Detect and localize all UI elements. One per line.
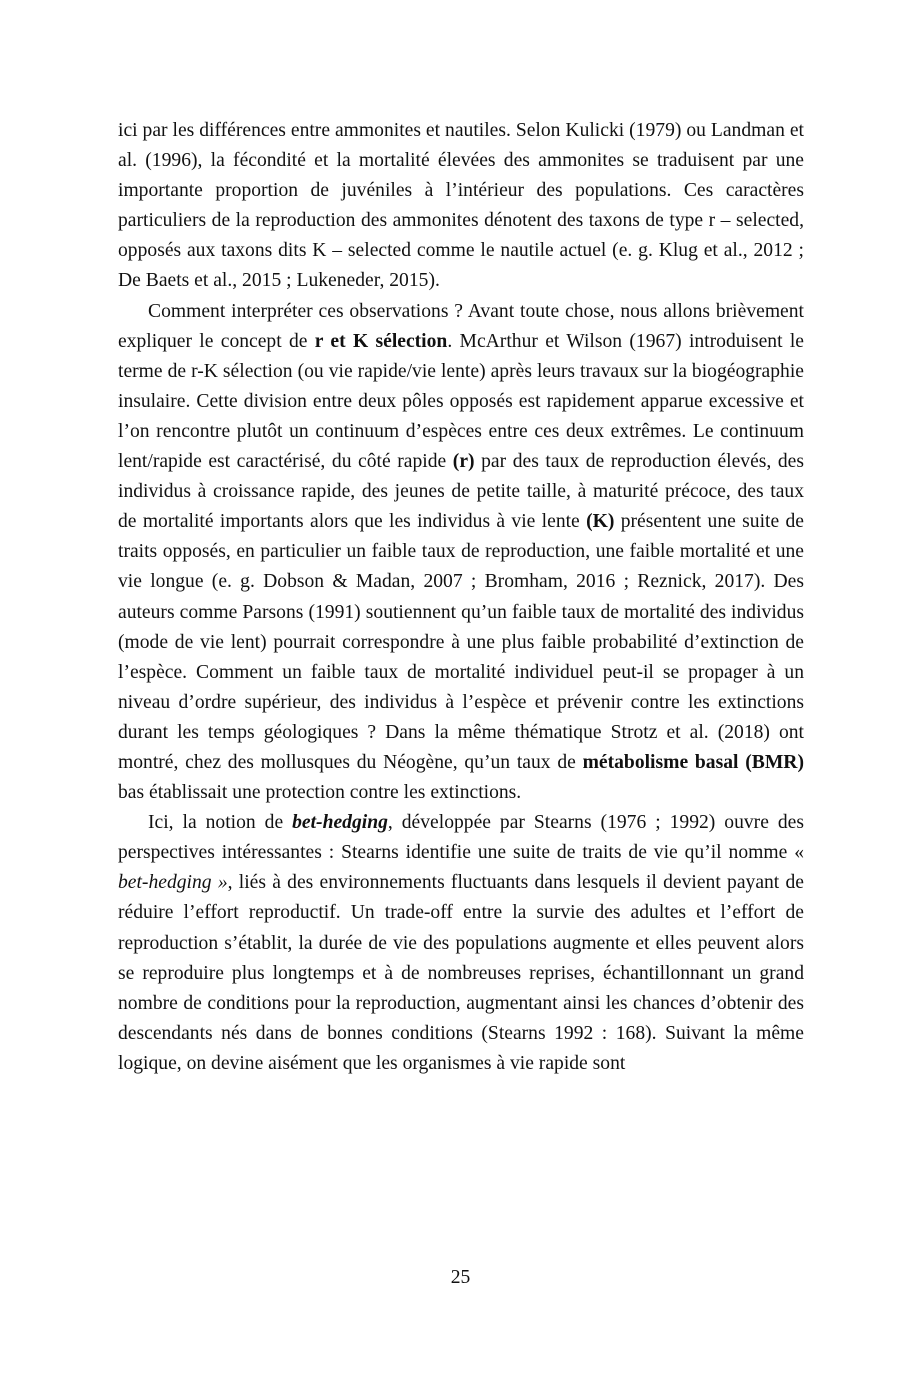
page-number: 25 bbox=[450, 1267, 471, 1288]
paragraph-3-text-b: , développée par Stearns (1976 ; 1992) ouvre des perspectives intéressantes : Stearns identifie une suite de traits de vie qu’il nomme « bbox=[118, 812, 804, 864]
paragraph-2 bbox=[118, 297, 804, 809]
term-k: (K) bbox=[586, 511, 615, 533]
paragraph-1-text: ici par les différences entre ammonites et nautiles. Selon Kulicki (1979) ou Landman et al. (1996), la fécondité et la mortalité élevées des ammonites se traduisent par une importante proportion de juvéniles à l’intérieur des populations. Ces caractères particuliers de la reproduction des ammonites dénotent des taxons de type r – selected, opposés aux taxons dits K – selected comme le nautile actuel (e. g. Klug et al., 2012 ; De Baets et al., 2015 ; Lukeneder, 2015). bbox=[118, 120, 804, 292]
term-bet-hedging-italic: bet-hedging bbox=[292, 812, 388, 834]
paragraph-3 bbox=[118, 808, 804, 1079]
paragraph-2-text-a: Comment interpréter ces observations ? Avant toute chose, nous allons brièvement expliquer le concept de bbox=[118, 300, 804, 352]
quoted-bet-hedging: bet-hedging » bbox=[118, 872, 228, 894]
paragraph-3-text-c: , liés à des environnements fluctuants dans lesquels il devient payant de réduire l’effort reproductif. Un trade-off entre la survie des adultes et l’effort de reproduction s’établit, la durée de vie des populations augmente et elles peuvent alors se reproduire plus longtemps et à de nombreuses reprises, échantillonnant un grand nombre de conditions pour la reproduction, augmentant ainsi les chances d’obtenir des descendants nés dans de bonnes conditions (Stearns 1992 : 168). Suivant la même logique, on devine aisément que les organismes à vie rapide sont bbox=[118, 872, 804, 1074]
paragraph-2-text-b: . McArthur et Wilson (1967) introduisent le terme de r-K sélection (ou vie rapide/vie lente) après leurs travaux sur la biogéographie insulaire. Cette division entre deux pôles opposés est rapidement apparue excessive et l’on rencontre plutôt un continuum d’espèces entre ces deux extrêmes. Le continuum lent/rapide est caractérisé, du côté rapide bbox=[118, 330, 804, 473]
paragraph-2-text-c: par des taux de reproduction élevés, des individus à croissance rapide, des jeunes de petite taille, à maturité précoce, des taux de mortalité importants alors que les individus à vie lente bbox=[118, 451, 804, 533]
paragraph-3-text-a: Ici, la notion de bbox=[148, 812, 293, 834]
paragraph-1 bbox=[118, 116, 804, 297]
term-bet-hedging bbox=[292, 812, 388, 833]
page-body bbox=[118, 116, 804, 1079]
term-r-k-selection: r et K sélection bbox=[314, 330, 448, 352]
paragraph-2-text-d: présentent une suite de traits opposés, en particulier un faible taux de reproduction, une faible mortalité et une vie longue (e. g. Dobson & Madan, 2007 ; Bromham, 2016 ; Reznick, 2017). Des auteurs comme Parsons (1991) soutiennent qu’un faible taux de mortalité des individus (mode de vie lent) pourrait correspondre à une plus faible probabilité d’extinction de l’espèce. Comment un faible taux de mortalité individuel peut-il se propager à un niveau d’ordre supérieur, des individus à l’espèce et prévenir contre les extinctions durant les temps géologiques ? Dans la même thématique Strotz et al. (2018) ont montré, chez des mollusques du Néogène, qu’un taux de bbox=[118, 511, 804, 773]
paragraph-2-text-e: bas établissait une protection contre les extinctions. bbox=[118, 782, 522, 804]
term-r: (r) bbox=[452, 451, 475, 473]
term-bmr: métabolisme basal (BMR) bbox=[582, 751, 804, 773]
